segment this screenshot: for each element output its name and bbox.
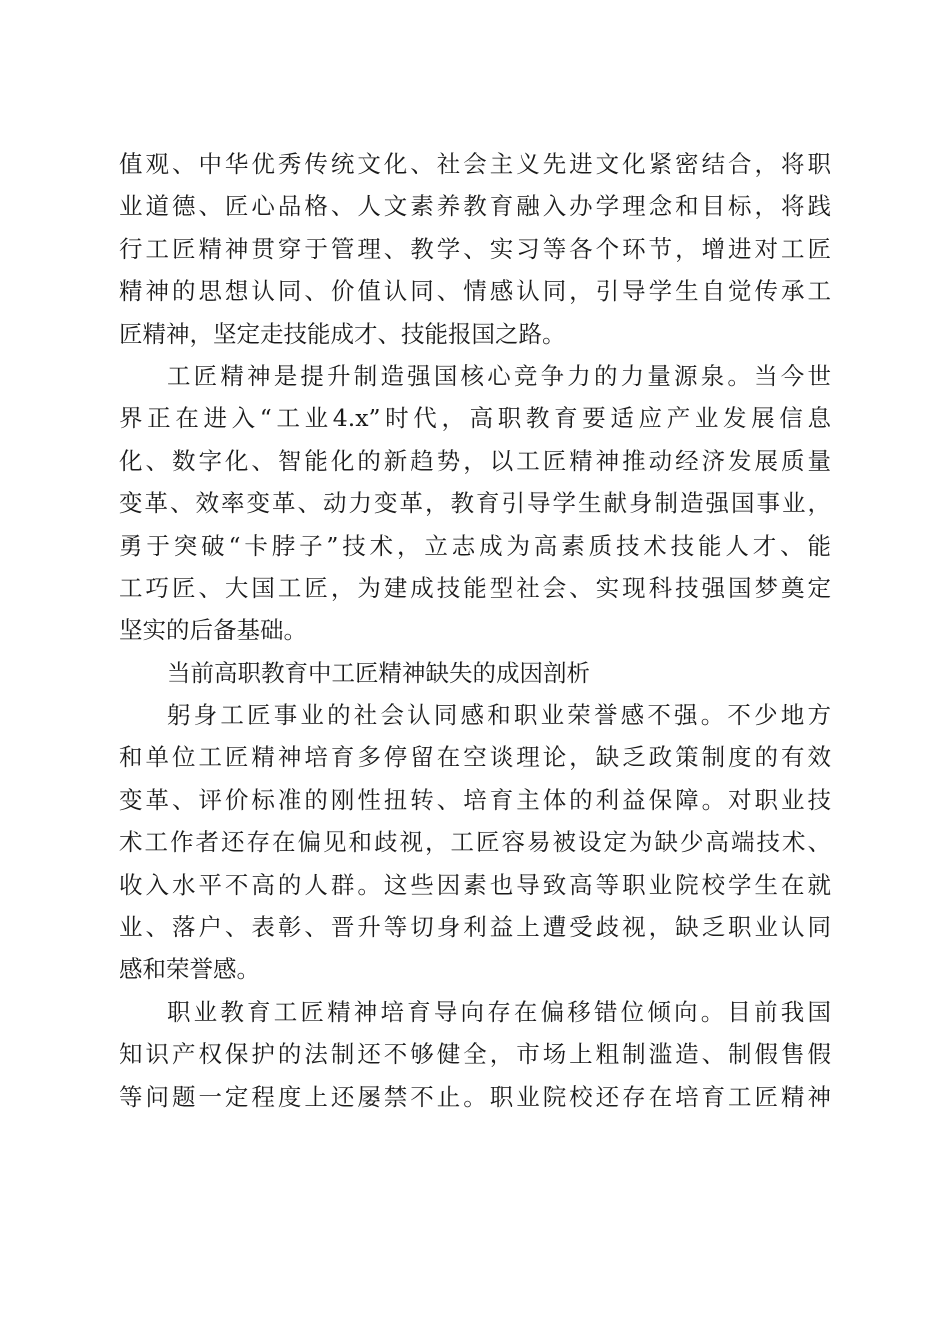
text-line: 职业教育工匠精神培育导向存在偏移错位倾向。目前我国 xyxy=(167,997,831,1026)
text-line: 匠精神，坚定走技能成才、技能报国之路。 xyxy=(119,319,566,348)
paragraph-social-recognition xyxy=(119,694,831,991)
text-line: 和单位工匠精神培育多停留在空谈理论，缺乏政策制度的有效 xyxy=(119,743,831,772)
text-line: 坚实的后备基础。 xyxy=(119,616,307,645)
text-line: 变革、效率变革、动力变革，教育引导学生献身制造强国事业， xyxy=(119,489,831,518)
document-body xyxy=(119,143,831,1118)
heading-text: 当前高职教育中工匠精神缺失的成因剖析 xyxy=(167,658,590,687)
text-line: 界正在进入“工业4.x”时代，高职教育要适应产业发展信息 xyxy=(119,404,831,433)
text-line: 工巧匠、大国工匠，为建成技能型社会、实现科技强国梦奠定 xyxy=(119,573,831,602)
text-line: 术工作者还存在偏见和歧视，工匠容易被设定为缺少高端技术、 xyxy=(119,828,831,857)
text-line: 知识产权保护的法制还不够健全，市场上粗制滥造、制假售假 xyxy=(119,1040,831,1069)
paragraph-values-integration xyxy=(119,143,831,355)
text-line: 业、落户、表彰、晋升等切身利益上遭受歧视，缺乏职业认同 xyxy=(119,913,831,942)
text-line: 感和荣誉感。 xyxy=(119,955,260,984)
section-heading xyxy=(119,652,831,694)
text-line: 业道德、匠心品格、人文素养教育融入办学理念和目标，将践 xyxy=(119,192,831,221)
text-line: 勇于突破“卡脖子”技术，立志成为高素质技术技能人才、能 xyxy=(119,531,831,560)
text-line: 化、数字化、智能化的新趋势，以工匠精神推动经济发展质量 xyxy=(119,446,831,475)
text-line: 值观、中华优秀传统文化、社会主义先进文化紧密结合，将职 xyxy=(119,150,831,178)
text-line: 精神的思想认同、价值认同、情感认同，引导学生自觉传承工 xyxy=(119,277,831,306)
text-line: 行工匠精神贯穿于管理、教学、实习等各个环节，增进对工匠 xyxy=(119,234,831,263)
paragraph-power-source xyxy=(119,355,831,652)
text-line: 变革、评价标准的刚性扭转、培育主体的利益保障。对职业技 xyxy=(119,785,831,814)
text-line: 等问题一定程度上还屡禁不止。职业院校还存在培育工匠精神 xyxy=(119,1082,831,1111)
paragraph-orientation-deviation xyxy=(119,991,831,1118)
text-line: 收入水平不高的人群。这些因素也导致高等职业院校学生在就 xyxy=(119,870,831,899)
text-line: 工匠精神是提升制造强国核心竞争力的力量源泉。当今世 xyxy=(167,361,831,390)
text-line: 躬身工匠事业的社会认同感和职业荣誉感不强。不少地方 xyxy=(167,701,831,730)
